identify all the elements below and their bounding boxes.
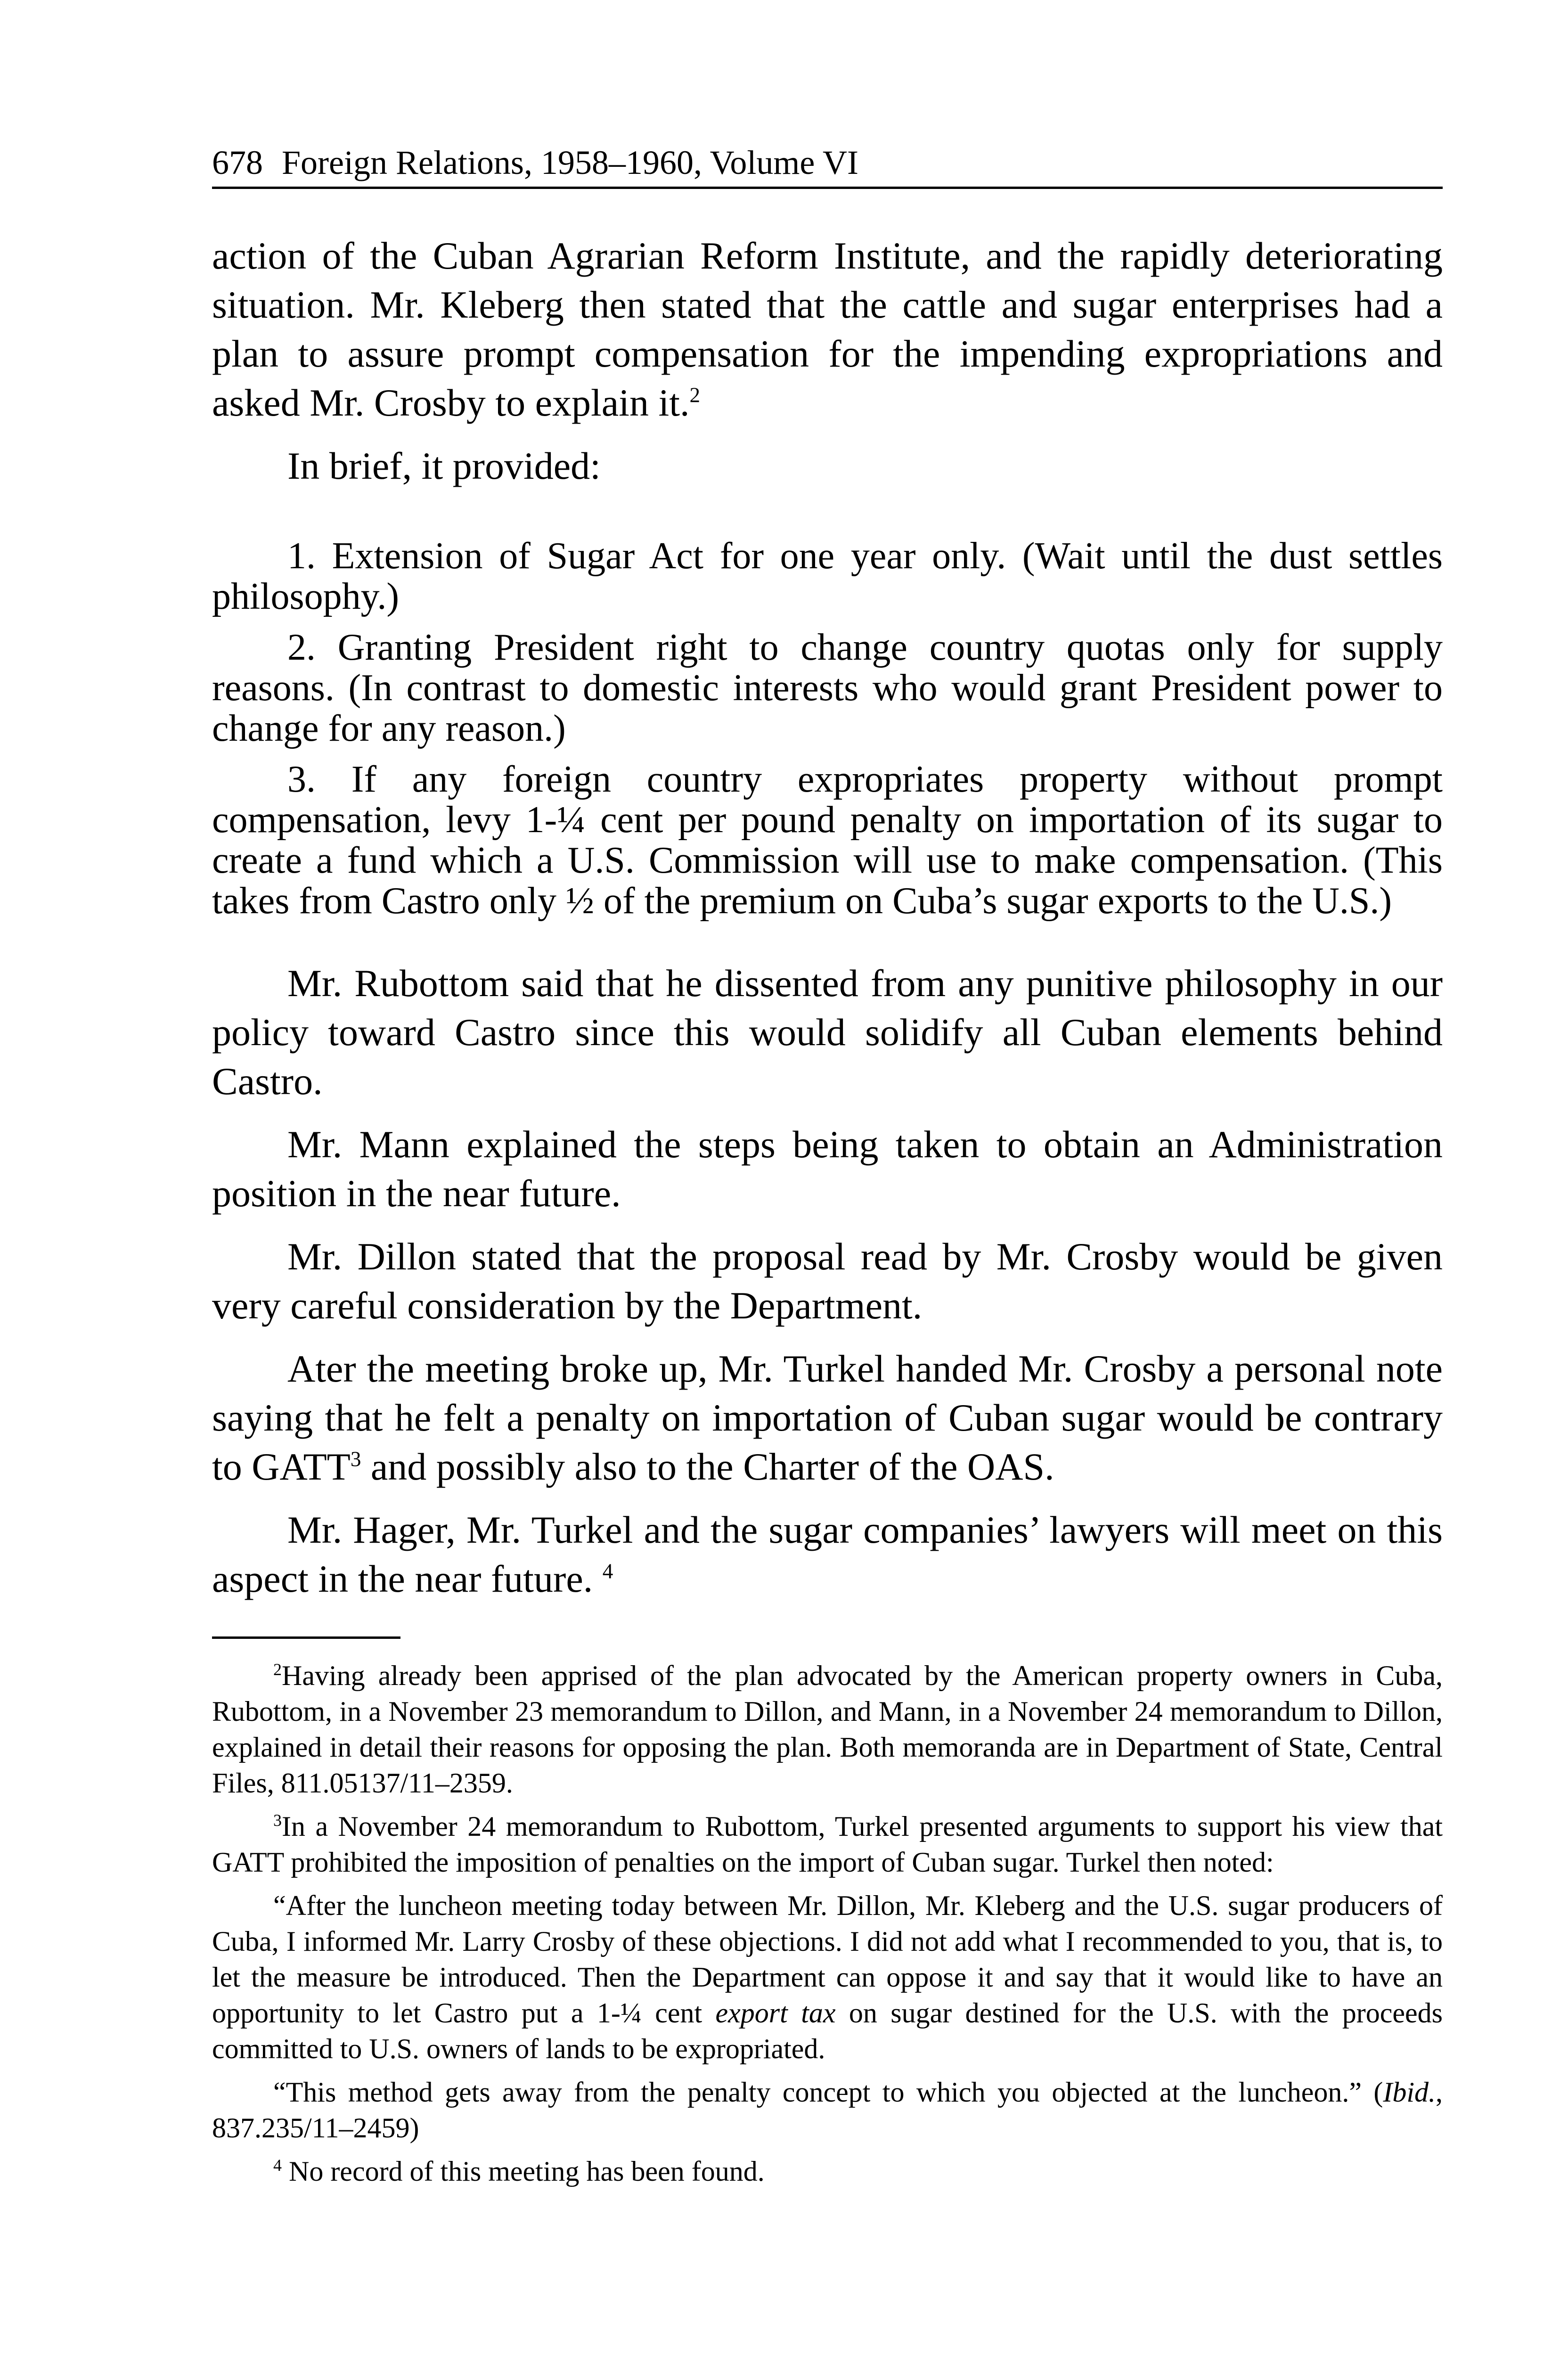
footnote-4	[212, 2153, 1443, 2189]
paragraph-1-text: action of the Cuban Agrarian Reform Institute, and the rapidly deteriorating situation. Mr. Kleberg then stated that the cattle and sugar enterprises had a plan to assure prompt compensation for the impending expropriations and asked Mr. Crosby to explain it.	[212, 234, 1443, 424]
quote-2-text-a: “This method gets away from the penalty concept to which you objected at the luncheon.” (	[273, 2077, 1383, 2108]
paragraph-7	[212, 1505, 1443, 1603]
quote-1-emphasis: export tax	[715, 1997, 836, 2029]
footnote-4-number: 4	[273, 2156, 282, 2175]
footnote-3-number: 3	[273, 1811, 282, 1830]
ibid-citation: Ibid.	[1383, 2077, 1436, 2108]
quote-1-text-b: on sugar destined for the U.S. with the proceeds committed to U.S. owners of lands to be expropriated.	[212, 1997, 1443, 2064]
paragraph-5: Mr. Dillon stated that the proposal read by Mr. Crosby would be given very careful consideration by the Department.	[212, 1235, 1443, 1327]
page-number: 678	[212, 144, 263, 181]
paragraph-6	[212, 1344, 1443, 1491]
running-head	[212, 141, 1443, 189]
footnote-3-quote-2	[212, 2074, 1443, 2146]
quote-1-text-a: “After the luncheon meeting today between Mr. Dillon, Mr. Kleberg and the U.S. sugar producers of Cuba, I informed Mr. Larry Crosby of these objections. I did not add what I recommended to you, that is, to let the measure be introduced. Then the Department can oppose it and say that it would like to have an opportunity to let Castro put a 1-¼ cent	[212, 1890, 1443, 2029]
footnote-3-quote-1	[212, 1888, 1443, 2067]
footnotes	[212, 1658, 1443, 2189]
footnote-2-text: Having already been apprised of the plan advocated by the American property owners in Cuba, Rubottom, in a November 23 memorandum to Dillon, and Mann, in a November 24 memorandum to Dillon, explained in detail their reasons for opposing the plan. Both memoranda are in Department of State, Central Files, 811.05137/11–2359.	[212, 1660, 1443, 1799]
paragraph-2: In brief, it provided:	[287, 444, 601, 487]
provisions-list	[212, 536, 1443, 921]
footnote-ref-4: 4	[602, 1559, 613, 1583]
footnote-divider	[212, 1636, 400, 1639]
list-item: 2. Granting President right to change country quotas only for supply reasons. (In contrast to domestic interests who would grant President power to change for any reason.)	[212, 627, 1443, 749]
footnote-4-text: No record of this meeting has been found.	[289, 2156, 765, 2187]
footnote-3	[212, 1808, 1443, 1880]
list-item: 3. If any foreign country expropriates property without prompt compensation, levy 1-¼ cent per pound penalty on importation of its sugar to create a fund which a U.S. Commission will use to make compensation. (This takes from Castro only ½ of the premium on Cuba’s sugar exports to the U.S.)	[212, 759, 1443, 922]
document-page	[212, 141, 1443, 2197]
paragraph-4: Mr. Mann explained the steps being taken to obtain an Administration position in the near future.	[212, 1123, 1443, 1215]
paragraph-1	[212, 231, 1443, 427]
body-text	[212, 231, 1443, 1603]
footnote-2	[212, 1658, 1443, 1801]
quote-2-text-b: , 837.235/11–2459)	[212, 2077, 1443, 2143]
footnote-2-number: 2	[273, 1660, 282, 1679]
paragraph-6-text-b: and possibly also to the Charter of the OAS.	[361, 1445, 1054, 1488]
running-head-title: Foreign Relations, 1958–1960, Volume VI	[282, 144, 858, 181]
paragraph-3: Mr. Rubottom said that he dissented from any punitive philosophy in our policy toward Castro since this would solidify all Cuban elements behind Castro.	[212, 962, 1443, 1103]
paragraph-7-text: Mr. Hager, Mr. Turkel and the sugar companies’ lawyers will meet on this aspect in the near future.	[212, 1508, 1443, 1600]
footnote-ref-3: 3	[350, 1447, 361, 1471]
footnote-3-text: In a November 24 memorandum to Rubottom, Turkel presented arguments to support his view that GATT prohibited the imposition of penalties on the import of Cuban sugar. Turkel then noted:	[212, 1811, 1443, 1878]
paragraph-6-text-a: Ater the meeting broke up, Mr. Turkel handed Mr. Crosby a personal note saying that he felt a penalty on importation of Cuban sugar would be contrary to GATT	[212, 1347, 1443, 1488]
list-item: 1. Extension of Sugar Act for one year only. (Wait until the dust settles philosophy.)	[212, 535, 1443, 617]
footnote-ref-2: 2	[689, 383, 701, 407]
